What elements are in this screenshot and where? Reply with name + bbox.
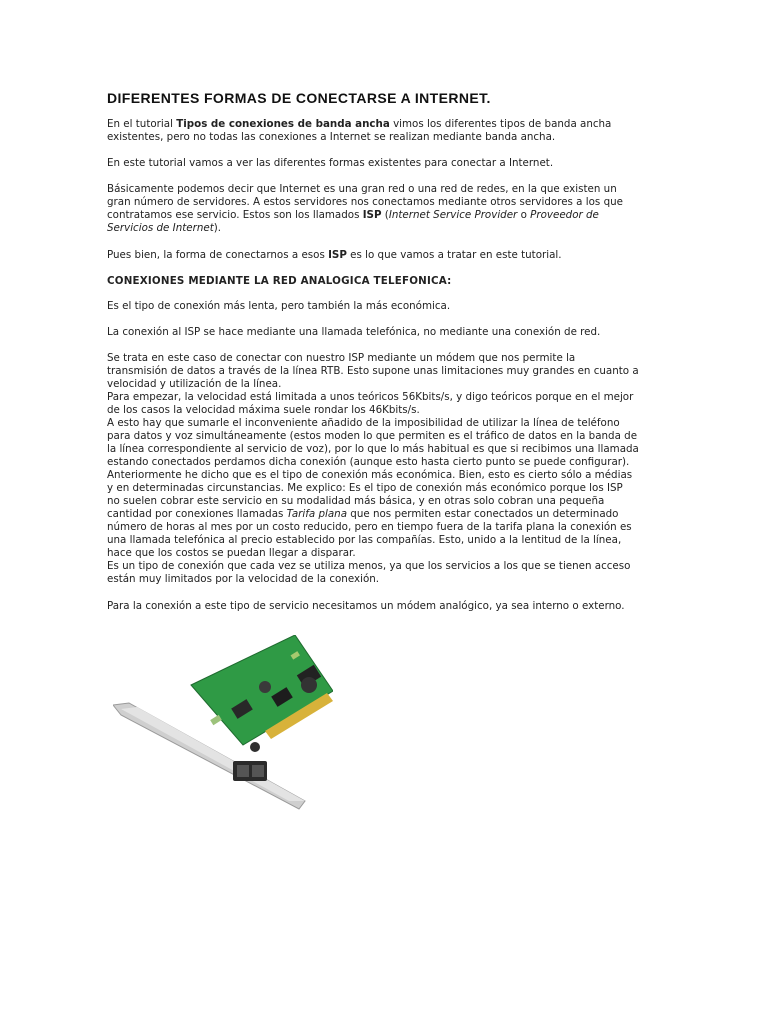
isp-term: ISP (328, 249, 347, 261)
text: Pues bien, la forma de conectarnos a esos (107, 249, 329, 261)
text: cantidad por conexiones llamadas (107, 508, 287, 520)
italic-term: Internet Service Provider (388, 209, 518, 221)
text: A esto hay que sumarle el inconveniente añadido de la imposibilidad de utilizar la línea de teléfono (107, 417, 620, 429)
paragraph-isp-call: La conexión al ISP se hace mediante una llamada telefónica, no mediante una conexión de red. (107, 326, 601, 338)
text: y en determinadas circunstancias. Me explico: Es el tipo de conexión más económico porque los ISP (107, 482, 623, 494)
text: o (517, 209, 531, 221)
paragraph-modem-details (107, 352, 667, 586)
text: están muy limitados por la velocidad de la conexión. (107, 573, 380, 585)
text: Básicamente podemos decir que Internet es una gran red o una red de redes, en la que existen un (107, 183, 617, 195)
text: Anteriormente he dicho que es el tipo de conexión más económica. Bien, esto es cierto sólo a médias (107, 469, 633, 481)
text: hace que los costos se puedan llegar a disparar. (107, 547, 356, 559)
modem-card-image (113, 635, 333, 810)
italic-term: Servicios de Internet (107, 222, 214, 234)
paragraph-internet-description (107, 183, 667, 235)
text: Se trata en este caso de conectar con nuestro ISP mediante un módem que nos permite la (107, 352, 576, 364)
text: de los casos la velocidad máxima suele rondar los 46Kbits/s. (107, 404, 420, 416)
text: Es un tipo de conexión que cada vez se utiliza menos, ya que los servicios a los que se tienen acceso (107, 560, 631, 572)
text: vimos los diferentes tipos de banda ancha (389, 118, 612, 130)
text: una llamada telefónica al precio establecido por las compañías. Esto, unido a la lentitud de la línea, (107, 534, 622, 546)
paragraph-tutorial-purpose: En este tutorial vamos a ver las diferentes formas existentes para conectar a Internet. (107, 157, 554, 169)
text: la línea correspondiente al servicio de voz), por lo que lo más habitual es que si recibimos una llamada (107, 443, 639, 455)
text: que nos permiten estar conectados un determinado (347, 508, 619, 520)
paragraph-intro (107, 118, 667, 144)
text: existentes, pero no todas las conexiones a Internet se realizan mediante banda ancha. (107, 131, 556, 143)
text: velocidad y utilización de la línea. (107, 378, 282, 390)
paragraph-slowest: Es el tipo de conexión más lenta, pero también la más económica. (107, 300, 451, 312)
text: es lo que vamos a tratar en este tutorial. (346, 249, 562, 261)
capacitor (259, 681, 271, 693)
text: no suelen cobrar este servicio en su modalidad más básica, y en otras solo cobran una pequeña (107, 495, 605, 507)
text: para datos y voz simultáneamente (estos moden lo que permiten es el tráfico de datos en la banda de (107, 430, 638, 442)
text: ). (213, 222, 222, 234)
italic-term: Tarifa plana (286, 508, 348, 520)
jack-port (237, 765, 249, 777)
paragraph-modem-needed: Para la conexión a este tipo de servicio necesitamos un módem analógico, ya sea interno o externo. (107, 600, 625, 612)
chip-logo (301, 677, 317, 693)
text: gran número de servidores. A estos servidores nos conectamos mediante otros servidores a los que (107, 196, 623, 208)
text: transmisión de datos a través de la línea RTB. Esto supone unas limitaciones muy grandes en cuanto a (107, 365, 639, 377)
page-title: DIFERENTES FORMAS DE CONECTARSE A INTERNET. (107, 90, 491, 106)
section-heading: CONEXIONES MEDIANTE LA RED ANALOGICA TELEFONICA: (107, 275, 452, 287)
text: En el tutorial (107, 118, 177, 130)
text: contratamos ese servicio. Estos son los llamados (107, 209, 363, 221)
isp-term: ISP (362, 209, 382, 221)
capacitor (250, 742, 260, 752)
italic-term: Proveedor de (530, 209, 599, 221)
text: número de horas al mes por un costo reducido, pero en tiempo fuera de la tarifa plana la conexión es (107, 521, 632, 533)
text: Para empezar, la velocidad está limitada a unos teóricos 56Kbits/s, y digo teóricos porque en el mejor (107, 391, 634, 403)
text: ( (381, 209, 389, 221)
paragraph-isp (107, 249, 667, 262)
text: estando conectados perdamos dicha conexión (aunque esto hasta cierto punto se puede configurar). (107, 456, 630, 468)
tutorial-link-text: Tipos de conexiones de banda ancha (176, 118, 390, 130)
jack-port (252, 765, 264, 777)
